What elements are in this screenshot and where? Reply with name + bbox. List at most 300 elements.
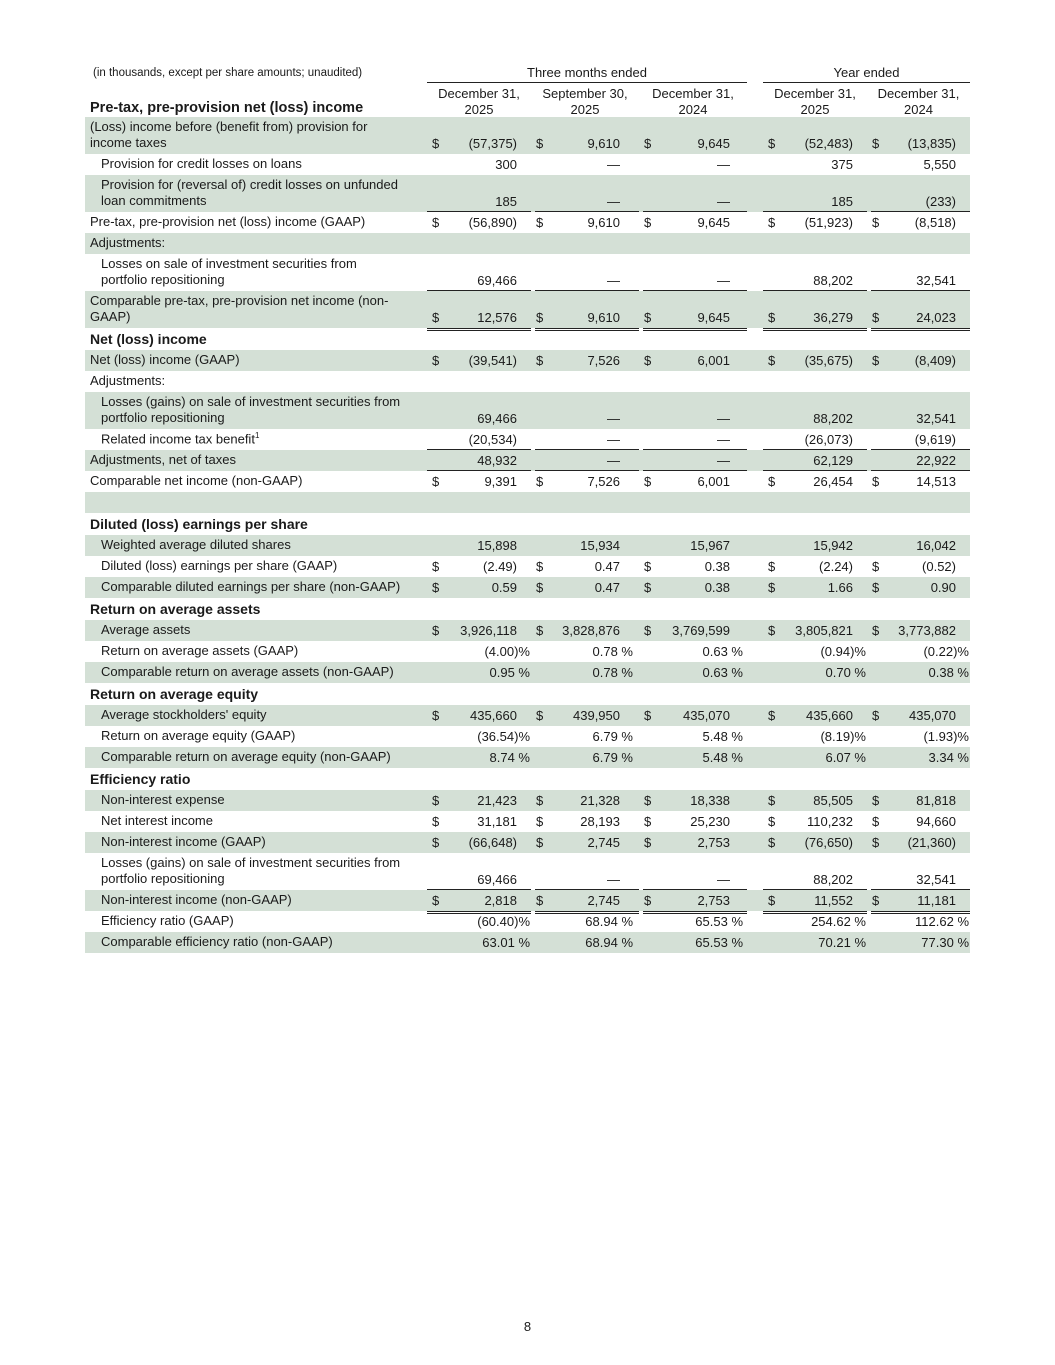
column-heading-line: 2025 xyxy=(800,102,830,117)
dollar-sign: $ xyxy=(872,580,880,595)
dollar-sign: $ xyxy=(644,835,652,850)
value-cell: 5.48 % xyxy=(702,729,743,744)
column-heading-line: December 31, xyxy=(774,86,856,101)
value-cell: — xyxy=(717,273,730,288)
row-label xyxy=(101,154,426,175)
section-heading xyxy=(90,768,425,790)
group-heading-three-months: Three months ended xyxy=(527,65,647,80)
dollar-sign: $ xyxy=(432,708,440,723)
row-label xyxy=(101,911,426,932)
value-cell: 31,181 xyxy=(477,814,517,829)
row-label xyxy=(101,790,426,811)
value-cell: 2,745 xyxy=(587,835,620,850)
value-cell: 69,466 xyxy=(477,273,517,288)
value-cell: 26,454 xyxy=(813,474,853,489)
value-cell: (52,483) xyxy=(804,136,853,151)
value-cell: 435,070 xyxy=(909,708,956,723)
value-cell: 0.63 % xyxy=(702,665,743,680)
value-cell: 2,753 xyxy=(697,835,730,850)
table-row xyxy=(85,890,970,911)
dollar-sign: $ xyxy=(768,474,776,489)
value-cell: 9,645 xyxy=(697,310,730,325)
value-cell: 94,660 xyxy=(916,814,956,829)
value-cell: 11,552 xyxy=(814,893,853,908)
value-cell: (21,360) xyxy=(907,835,956,850)
dollar-sign: $ xyxy=(644,580,652,595)
table-row xyxy=(85,620,970,641)
value-cell: (233) xyxy=(925,194,956,209)
dollar-sign: $ xyxy=(768,559,776,574)
value-cell: 32,541 xyxy=(916,872,956,887)
dollar-sign: $ xyxy=(644,814,652,829)
dollar-sign: $ xyxy=(536,580,544,595)
row-label-line: Return on average equity (GAAP) xyxy=(101,728,296,743)
dollar-sign: $ xyxy=(872,353,880,368)
value-cell: (4.00)% xyxy=(484,644,530,659)
value-cell: 0.70 % xyxy=(825,665,866,680)
row-label-line: (Loss) income before (benefit from) provision for xyxy=(90,119,368,134)
value-cell: — xyxy=(607,194,620,209)
row-label-line: Losses on sale of investment securities from xyxy=(101,256,357,271)
value-cell: 28,193 xyxy=(580,814,620,829)
value-cell: 435,660 xyxy=(470,708,517,723)
financial-table xyxy=(85,62,970,953)
table-row xyxy=(85,450,970,471)
row-label xyxy=(101,890,426,911)
dollar-sign: $ xyxy=(536,623,544,638)
units-note: (in thousands, except per share amounts; unaudited) xyxy=(93,67,363,79)
section-heading xyxy=(90,598,425,620)
value-cell: — xyxy=(607,411,620,426)
dollar-sign: $ xyxy=(644,474,652,489)
value-cell: 88,202 xyxy=(813,273,853,288)
column-heading-line: December 31, xyxy=(438,86,520,101)
row-label xyxy=(101,811,426,832)
column-heading-line: 2025 xyxy=(464,102,494,117)
table-row xyxy=(85,392,970,429)
value-cell: 1.66 xyxy=(827,580,853,595)
row-label-line: income taxes xyxy=(90,135,167,150)
value-cell: (26,073) xyxy=(804,432,853,447)
value-cell: 32,541 xyxy=(916,273,956,288)
value-cell: 21,423 xyxy=(477,793,517,808)
value-cell: 300 xyxy=(495,157,517,172)
value-cell: 6.07 % xyxy=(825,750,866,765)
row-label-line: Comparable return on average equity (non-GAAP) xyxy=(101,749,391,764)
value-cell: 81,818 xyxy=(916,793,956,808)
value-cell: 0.59 xyxy=(491,580,517,595)
row-label-line: Efficiency ratio xyxy=(90,771,191,787)
value-cell: (1.93)% xyxy=(923,729,969,744)
value-cell: 6.79 % xyxy=(592,750,633,765)
row-label xyxy=(101,577,426,598)
row-label xyxy=(101,747,426,768)
row-label xyxy=(90,471,425,492)
table-row xyxy=(85,154,970,175)
row-label-line: Pre-tax, pre-provision net (loss) income (GAAP) xyxy=(90,214,366,229)
dollar-sign: $ xyxy=(644,353,652,368)
row-label-line: Comparable diluted earnings per share (non-GAAP) xyxy=(101,579,401,594)
value-cell: 11,181 xyxy=(917,893,956,908)
dollar-sign: $ xyxy=(872,623,880,638)
row-label-line: Comparable net income (non-GAAP) xyxy=(90,473,303,488)
value-cell: 5,550 xyxy=(923,157,956,172)
value-cell: 6,001 xyxy=(697,474,730,489)
value-cell: 0.47 xyxy=(594,559,620,574)
group-heading-year: Year ended xyxy=(833,65,900,80)
column-heading xyxy=(867,86,970,118)
dollar-sign: $ xyxy=(536,814,544,829)
value-cell: 65.53 % xyxy=(695,935,743,950)
row-label xyxy=(101,392,426,429)
dollar-sign: $ xyxy=(872,814,880,829)
row-label xyxy=(90,350,425,371)
dollar-sign: $ xyxy=(768,814,776,829)
column-heading xyxy=(427,86,531,118)
dollar-sign: $ xyxy=(768,215,776,230)
value-cell: 63.01 % xyxy=(482,935,530,950)
value-cell: 3,769,599 xyxy=(672,623,730,638)
value-cell: 9,645 xyxy=(697,215,730,230)
value-cell: 9,391 xyxy=(484,474,517,489)
dollar-sign: $ xyxy=(872,835,880,850)
value-cell: 3,828,876 xyxy=(562,623,620,638)
value-cell: 185 xyxy=(831,194,853,209)
footnote-marker: 1 xyxy=(254,430,260,440)
value-cell: 65.53 % xyxy=(695,914,743,929)
table-row xyxy=(85,811,970,832)
row-label-line: Non-interest income (GAAP) xyxy=(101,834,266,849)
value-cell: — xyxy=(717,194,730,209)
value-cell: 6,001 xyxy=(697,353,730,368)
value-cell: (60.40)% xyxy=(477,914,530,929)
value-cell: 25,230 xyxy=(690,814,730,829)
row-label-line: Diluted (loss) earnings per share (GAAP) xyxy=(101,558,338,573)
row-label xyxy=(101,832,426,853)
value-cell: 0.95 % xyxy=(489,665,530,680)
value-cell: 22,922 xyxy=(916,453,956,468)
value-cell: (8,409) xyxy=(914,353,956,368)
dollar-sign: $ xyxy=(536,708,544,723)
table-row xyxy=(85,726,970,747)
value-cell: 69,466 xyxy=(477,411,517,426)
table-row xyxy=(85,832,970,853)
dollar-sign: $ xyxy=(432,793,440,808)
value-cell: (0.52) xyxy=(922,559,956,574)
row-label-line: portfolio repositioning xyxy=(101,272,225,287)
dollar-sign: $ xyxy=(644,136,652,151)
value-cell: 85,505 xyxy=(813,793,853,808)
value-cell: 2,753 xyxy=(697,893,730,908)
value-cell: — xyxy=(717,157,730,172)
row-label xyxy=(101,853,426,890)
value-cell: 0.47 xyxy=(594,580,620,595)
value-cell: 9,610 xyxy=(587,136,620,151)
value-cell: 16,042 xyxy=(916,538,956,553)
row-label xyxy=(101,726,426,747)
value-cell: — xyxy=(717,411,730,426)
row-label xyxy=(101,429,426,450)
dollar-sign: $ xyxy=(432,814,440,829)
row-label-line: Return on average equity xyxy=(90,686,259,702)
value-cell: 3,805,821 xyxy=(795,623,853,638)
row-label-line: Non-interest income (non-GAAP) xyxy=(101,892,292,907)
dollar-sign: $ xyxy=(432,835,440,850)
row-label xyxy=(90,450,425,471)
dollar-sign: $ xyxy=(536,835,544,850)
value-cell: 15,934 xyxy=(580,538,620,553)
dollar-sign: $ xyxy=(536,793,544,808)
row-label-line: Related income tax benefit$^1$ xyxy=(101,430,260,446)
value-cell: 0.63 % xyxy=(702,644,743,659)
value-cell: 15,942 xyxy=(813,538,853,553)
value-cell: 254.62 % xyxy=(811,914,866,929)
table-row xyxy=(85,705,970,726)
dollar-sign: $ xyxy=(536,215,544,230)
table-row xyxy=(85,535,970,556)
table-header xyxy=(85,62,970,117)
value-cell: 77.30 % xyxy=(921,935,969,950)
value-cell: (8,518) xyxy=(914,215,956,230)
value-cell: 68.94 % xyxy=(585,935,633,950)
row-label-line: Weighted average diluted shares xyxy=(101,537,291,552)
value-cell: (2.24) xyxy=(819,559,853,574)
value-cell: 9,610 xyxy=(587,215,620,230)
table-row xyxy=(85,911,970,932)
value-cell: 112.62 % xyxy=(915,914,969,929)
value-cell: (51,923) xyxy=(804,215,853,230)
dollar-sign: $ xyxy=(432,580,440,595)
value-cell: 62,129 xyxy=(813,453,853,468)
row-label-line: Losses (gains) on sale of investment securities from xyxy=(101,394,401,409)
row-label xyxy=(101,705,426,726)
column-heading xyxy=(639,86,747,118)
row-label xyxy=(90,492,425,513)
section-heading-row xyxy=(85,328,970,350)
row-label-line: Non-interest expense xyxy=(101,792,225,807)
dollar-sign: $ xyxy=(768,623,776,638)
value-cell: (57,375) xyxy=(468,136,517,151)
row-label-line: portfolio repositioning xyxy=(101,871,225,886)
value-cell: (76,650) xyxy=(804,835,853,850)
value-cell: (20,534) xyxy=(468,432,517,447)
row-label-line: Adjustments, net of taxes xyxy=(90,452,236,467)
row-label-line: Average assets xyxy=(101,622,191,637)
value-cell: 435,660 xyxy=(806,708,853,723)
row-label xyxy=(90,371,425,392)
dollar-sign: $ xyxy=(768,708,776,723)
row-label-line: Comparable return on average assets (non-GAAP) xyxy=(101,664,394,679)
column-heading-line: December 31, xyxy=(877,86,960,101)
dollar-sign: $ xyxy=(432,136,440,151)
section-heading-row xyxy=(85,768,970,790)
value-cell: 8.74 % xyxy=(489,750,530,765)
table-row xyxy=(85,117,970,154)
dollar-sign: $ xyxy=(768,893,776,908)
value-cell: 185 xyxy=(495,194,517,209)
group-rule-year xyxy=(763,82,970,83)
value-cell: 9,610 xyxy=(587,310,620,325)
column-heading-line: 2025 xyxy=(570,102,600,117)
column-heading xyxy=(531,86,639,118)
value-cell: 3.34 % xyxy=(928,750,969,765)
dollar-sign: $ xyxy=(536,474,544,489)
dollar-sign: $ xyxy=(768,136,776,151)
value-cell: 435,070 xyxy=(683,708,730,723)
value-cell: (2.49) xyxy=(483,559,517,574)
value-cell: (9,619) xyxy=(914,432,956,447)
value-cell: (56,890) xyxy=(468,215,517,230)
value-cell: 439,950 xyxy=(573,708,620,723)
value-cell: 36,279 xyxy=(813,310,853,325)
row-label-line: Adjustments: xyxy=(90,373,166,388)
value-cell: 2,818 xyxy=(484,893,517,908)
dollar-sign: $ xyxy=(432,893,440,908)
dollar-sign: $ xyxy=(644,559,652,574)
table-row xyxy=(85,371,970,392)
value-cell: 18,338 xyxy=(690,793,730,808)
dollar-sign: $ xyxy=(536,559,544,574)
dollar-sign: $ xyxy=(536,136,544,151)
value-cell: (35,675) xyxy=(804,353,853,368)
value-cell: 3,773,882 xyxy=(898,623,956,638)
dollar-sign: $ xyxy=(872,310,880,325)
table-row xyxy=(85,492,970,513)
table-row xyxy=(85,175,970,212)
row-label-line: Efficiency ratio (GAAP) xyxy=(101,913,234,928)
row-label xyxy=(101,254,426,291)
row-label-line: Provision for (reversal of) credit losses on unfunded xyxy=(101,177,398,192)
dollar-sign: $ xyxy=(768,310,776,325)
value-cell: — xyxy=(717,432,730,447)
value-cell: 21,328 xyxy=(580,793,620,808)
value-cell: 88,202 xyxy=(813,872,853,887)
row-label xyxy=(101,556,426,577)
table-row xyxy=(85,254,970,291)
section-heading-row xyxy=(85,513,970,535)
table-row xyxy=(85,790,970,811)
value-cell: 375 xyxy=(831,157,853,172)
section-heading-row xyxy=(85,598,970,620)
row-label-line: Comparable pre-tax, pre-provision net income (non- xyxy=(90,293,389,308)
value-cell: 0.38 % xyxy=(928,665,969,680)
row-label-line: loan commitments xyxy=(101,193,207,208)
dollar-sign: $ xyxy=(432,353,440,368)
row-label-line: Diluted (loss) earnings per share xyxy=(90,516,308,532)
row-label xyxy=(101,662,426,683)
table-row xyxy=(85,932,970,953)
table-row xyxy=(85,662,970,683)
value-cell: 3,926,118 xyxy=(460,623,517,638)
dollar-sign: $ xyxy=(536,310,544,325)
column-heading-line: September 30, xyxy=(542,86,628,101)
row-label xyxy=(90,212,425,233)
dollar-sign: $ xyxy=(644,310,652,325)
row-label xyxy=(101,641,426,662)
value-cell: — xyxy=(717,453,730,468)
table-title: Pre-tax, pre-provision net (loss) income xyxy=(90,100,364,116)
value-cell: (39,541) xyxy=(468,353,517,368)
dollar-sign: $ xyxy=(644,623,652,638)
value-cell: 0.38 xyxy=(704,559,730,574)
value-cell: (8.19)% xyxy=(820,729,866,744)
row-label-line: Provision for credit losses on loans xyxy=(101,156,302,171)
value-cell: (66,648) xyxy=(468,835,517,850)
row-label-line: Comparable efficiency ratio (non-GAAP) xyxy=(101,934,333,949)
dollar-sign: $ xyxy=(644,793,652,808)
row-label-line: GAAP) xyxy=(90,309,131,324)
section-heading xyxy=(90,683,425,705)
value-cell: 32,541 xyxy=(916,411,956,426)
table-body xyxy=(85,117,970,953)
row-label-line: Return on average assets xyxy=(90,601,261,617)
value-cell: — xyxy=(607,273,620,288)
value-cell: 12,576 xyxy=(477,310,517,325)
row-label xyxy=(101,175,426,212)
row-label-line: Losses (gains) on sale of investment securities from xyxy=(101,855,401,870)
value-cell: — xyxy=(717,872,730,887)
dollar-sign: $ xyxy=(872,708,880,723)
row-label-line: Return on average assets (GAAP) xyxy=(101,643,299,658)
dollar-sign: $ xyxy=(872,474,880,489)
column-heading-line: December 31, xyxy=(652,86,734,101)
table-row xyxy=(85,429,970,450)
dollar-sign: $ xyxy=(432,559,440,574)
value-cell: 0.38 xyxy=(704,580,730,595)
value-cell: 9,645 xyxy=(697,136,730,151)
value-cell: 88,202 xyxy=(813,411,853,426)
row-label-line: Net (loss) income xyxy=(90,331,207,347)
dollar-sign: $ xyxy=(872,559,880,574)
value-cell: (0.94)% xyxy=(820,644,866,659)
value-cell: 2,745 xyxy=(587,893,620,908)
value-cell: 0.78 % xyxy=(592,644,633,659)
value-cell: (13,835) xyxy=(907,136,956,151)
table-row xyxy=(85,350,970,371)
dollar-sign: $ xyxy=(768,793,776,808)
table-row xyxy=(85,577,970,598)
column-heading-line: 2024 xyxy=(904,102,933,117)
value-cell: 15,898 xyxy=(477,538,517,553)
value-cell: 110,232 xyxy=(806,814,853,829)
page-number: 8 xyxy=(523,1319,532,1334)
row-label xyxy=(101,620,426,641)
table-row xyxy=(85,212,970,233)
value-cell: 5.48 % xyxy=(702,750,743,765)
dollar-sign: $ xyxy=(872,215,880,230)
value-cell: — xyxy=(607,872,620,887)
table-row xyxy=(85,471,970,492)
dollar-sign: $ xyxy=(432,623,440,638)
column-heading-line: 2024 xyxy=(678,102,708,117)
dollar-sign: $ xyxy=(536,893,544,908)
dollar-sign: $ xyxy=(768,580,776,595)
row-label xyxy=(90,117,425,154)
value-cell: (36.54)% xyxy=(477,729,530,744)
section-heading xyxy=(90,328,425,350)
value-cell: 6.79 % xyxy=(592,729,633,744)
table-row xyxy=(85,641,970,662)
section-heading xyxy=(90,513,425,535)
row-label-line: Adjustments: xyxy=(90,235,166,250)
row-label-line: Net (loss) income (GAAP) xyxy=(90,352,240,367)
dollar-sign: $ xyxy=(872,136,880,151)
value-cell: 7,526 xyxy=(587,474,620,489)
value-cell: 24,023 xyxy=(916,310,956,325)
value-cell: 7,526 xyxy=(587,353,620,368)
dollar-sign: $ xyxy=(872,893,880,908)
dollar-sign: $ xyxy=(872,793,880,808)
